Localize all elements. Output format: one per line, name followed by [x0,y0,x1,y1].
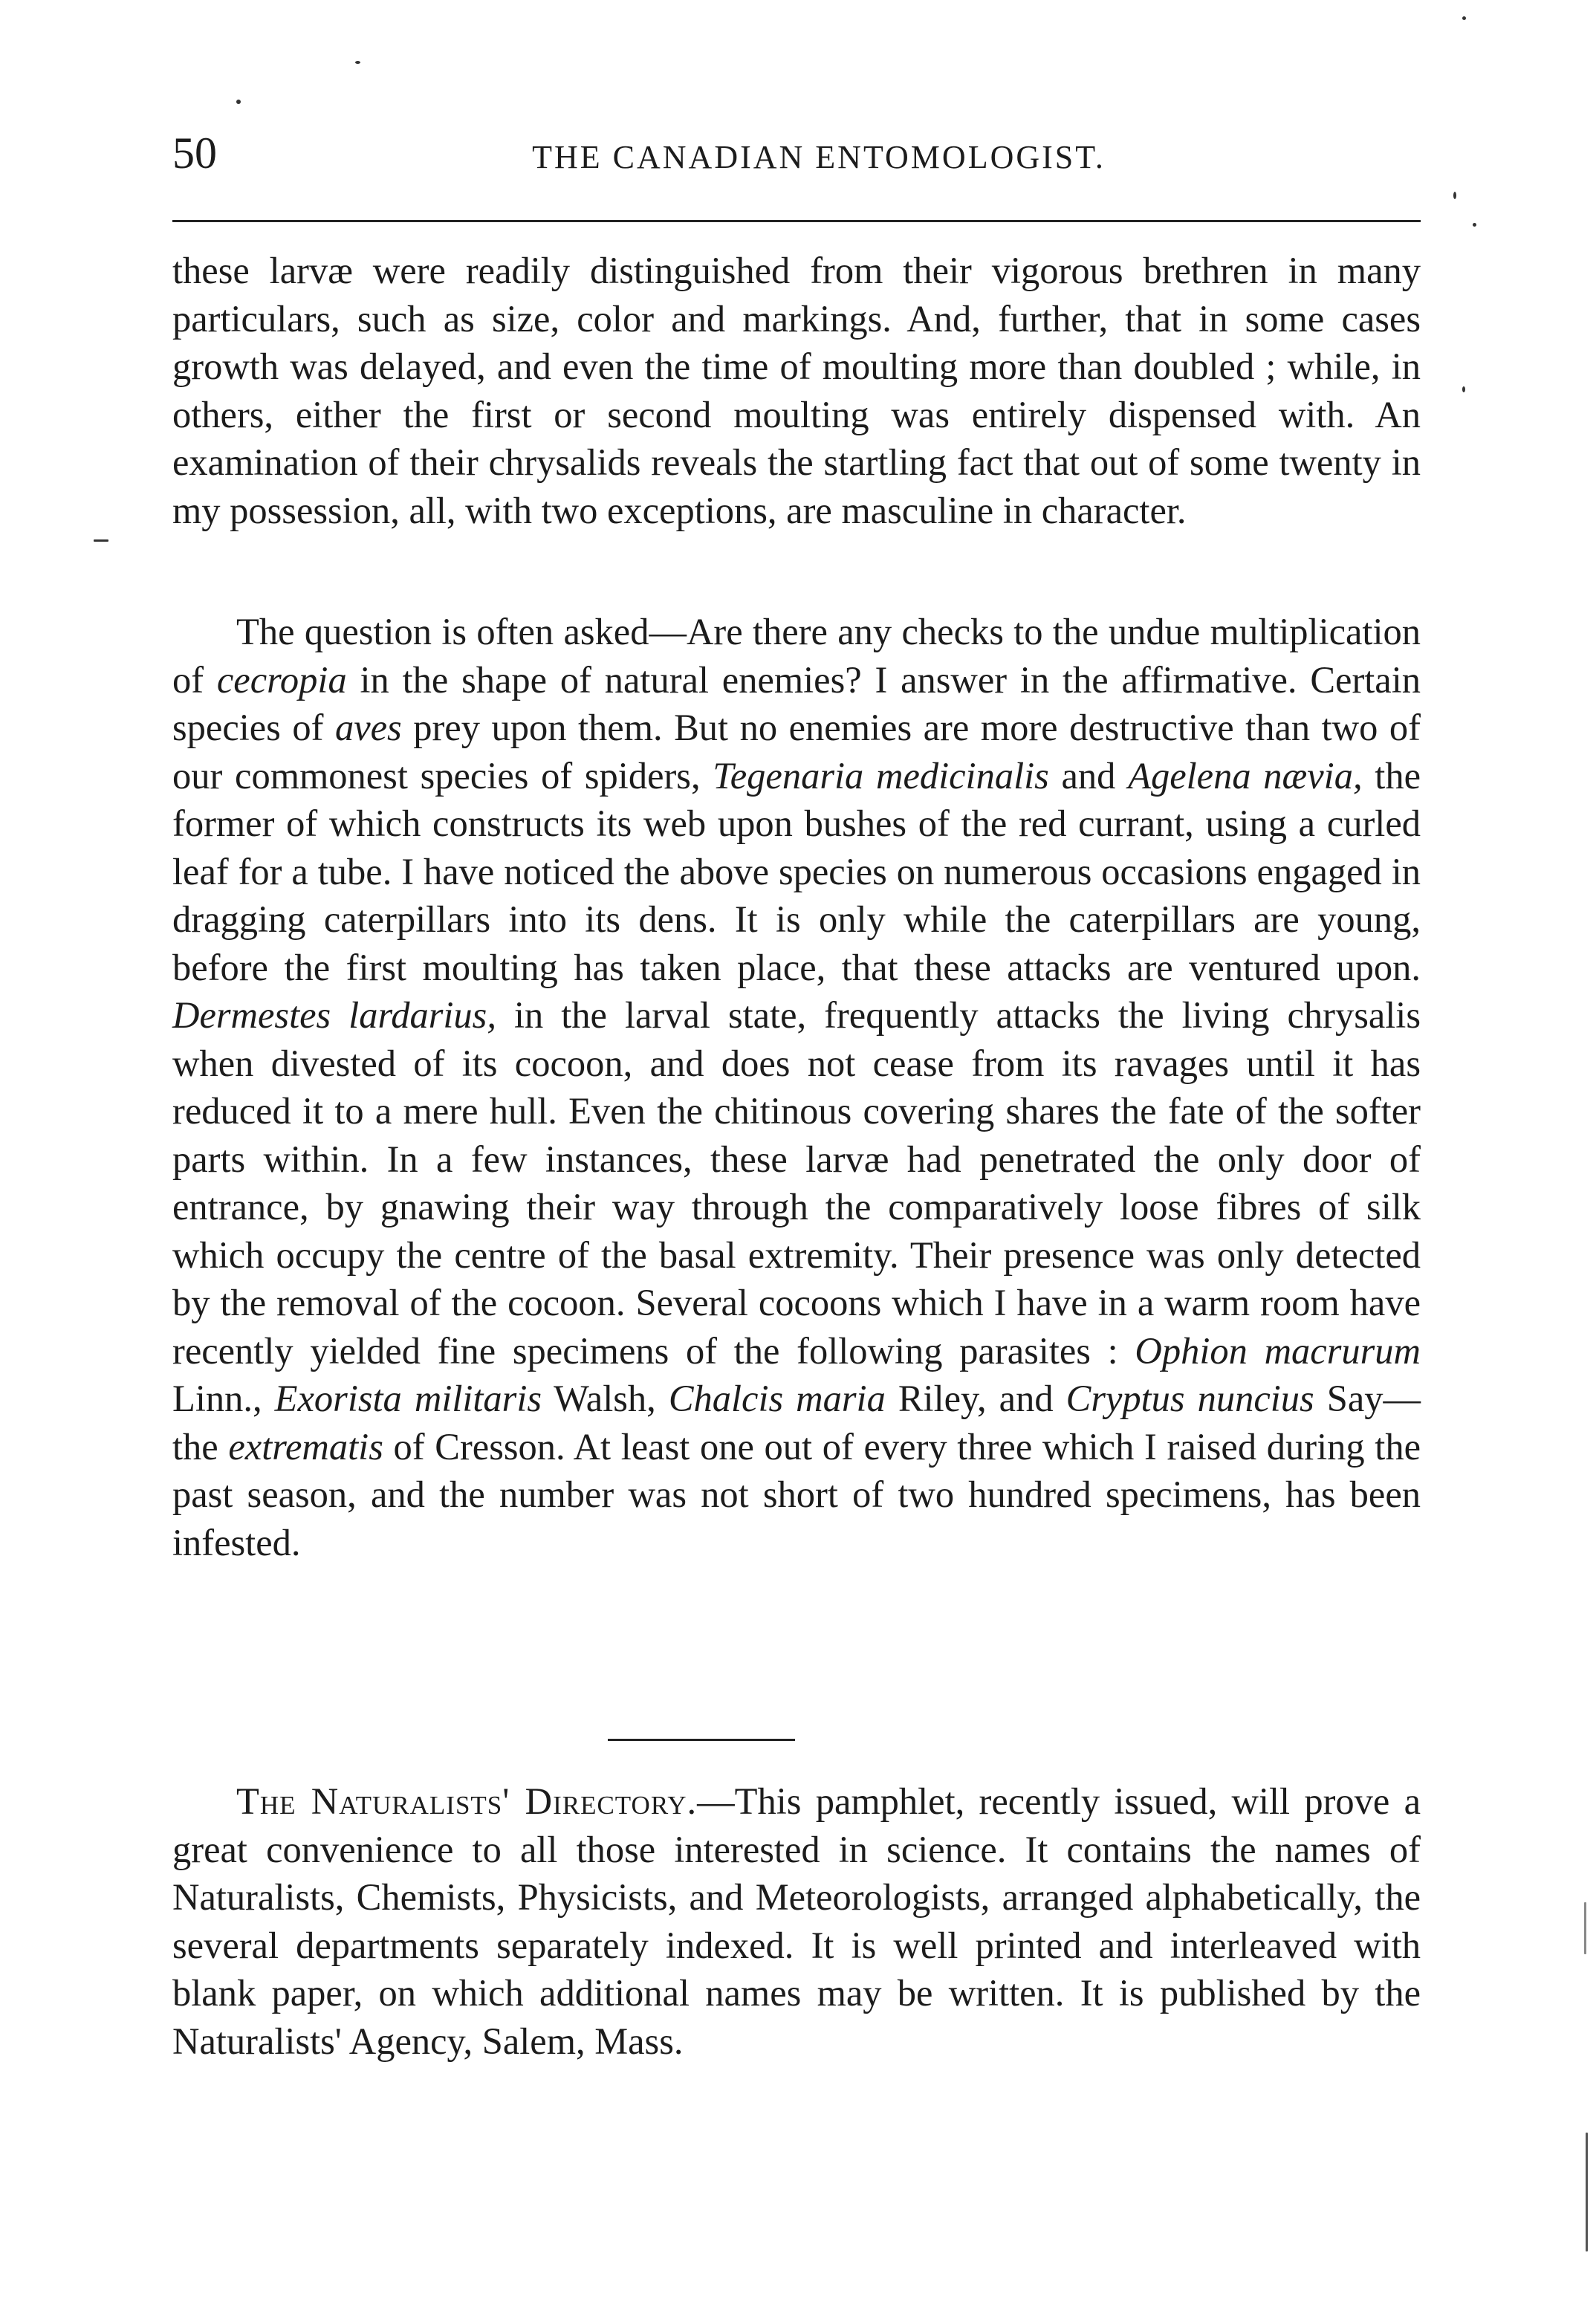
text-run: of Cresson. At least one out of every three which I raised during the past season, and the number was not short of two hundred specimens, has been infested. [172,1425,1421,1563]
species-name: Dermestes lardarius, [172,994,496,1036]
text-run: in the shape of natural enemies? I answer in the affirmative. Certain species of [172,658,1421,748]
scan-speck [1462,386,1465,392]
continued-paragraph [172,247,1421,534]
scan-speck [94,539,108,542]
text-run: Riley, and [885,1378,1066,1419]
scan-speck [355,61,360,64]
scan-speck [1462,16,1466,20]
species-name: Tegenaria medicinalis [713,754,1049,797]
page-number: 50 [172,129,217,178]
text-run: the former of which constructs its web upon bushes of the red currant, using a curled leaf for a tube. I have noticed the above species on numerous occasions engaged in dragging caterpillars into its dens. It is only while the caterpillars are young, before the first moulting has taken place, that these attacks are ventured upon. [172,754,1421,988]
scan-speck [1473,223,1476,227]
text-run: Linn., [172,1378,275,1419]
section-divider [608,1739,795,1741]
header-rule [172,220,1421,222]
text-run: Say—the [172,1378,1421,1468]
scan-speck [236,100,241,104]
scan-speck [1584,1902,1586,1954]
species-name: Ophion macrurum [1135,1329,1421,1372]
species-name: aves [334,707,402,748]
species-name: Chalcis maria [668,1378,886,1419]
scan-speck [1586,2133,1588,2251]
notice-section [172,1777,1421,2065]
text-run: in the larval state, frequently attacks the living chrysalis when divested of its cocoon, and does not cease from its ravages until it has reduced it to a mere hull. Even the chitinous covering shares the fate of the softer parts within. In a few instances, these larvæ had penetrated the only door of entrance, by gnawing their way through the comparatively loose fibres of silk which occupy the centre of the basal extremity. Their presence was only detected by the removal of the cocoon. Several cocoons which I have in a warm room have recently yielded fine specimens of the following parasites : [172,994,1421,1372]
species-name: Agelena nævia, [1128,754,1363,797]
natural-enemies-section [172,608,1421,1566]
running-title: THE CANADIAN ENTOMOLOGIST. [532,139,1106,175]
text-run: Walsh, [542,1378,669,1419]
paragraph-larvae: these larvæ were readily distinguished from their vigorous brethren in many particulars, such as size, color and markings. And, further, that in some cases growth was delayed, and even the time of moulting more than doubled ; while, in others, either the first or second moulting was entirely dispensed with. An examination of their chrysalids reveals the startling fact that out of some twenty in my possession, all, with two exceptions, are masculine in character. [172,250,1421,531]
scan-speck [1453,192,1456,199]
paragraph-natural-enemies [172,608,1421,1566]
text-run: and [1048,754,1129,797]
notice-heading: The Naturalists' Directory. [236,1780,698,1822]
page-header [172,123,1421,183]
species-name: extrematis [228,1425,383,1468]
notice-text: —This pamphlet, recently issued, will prove a great convenience to all those interested in science. It contains the names of Naturalists, Chemists, Physicists, and Meteorologists, arranged alphabetically, the several departments separately indexed. It is well printed and interleaved with blank paper, on which additional names may be written. It is published by the Naturalists' Agency, Salem, Mass. [172,1780,1421,2062]
text-run: prey upon them. But no enemies are more destructive than two of our commonest species of spiders, [172,707,1421,797]
species-name: Cryptus nuncius [1065,1378,1314,1419]
text-run: The question is often asked—Are there any checks to the undue multiplication of [172,611,1421,701]
species-name: cecropia [216,658,347,701]
paragraph-naturalists-directory [172,1777,1421,2065]
species-name: Exorista militaris [274,1378,542,1419]
